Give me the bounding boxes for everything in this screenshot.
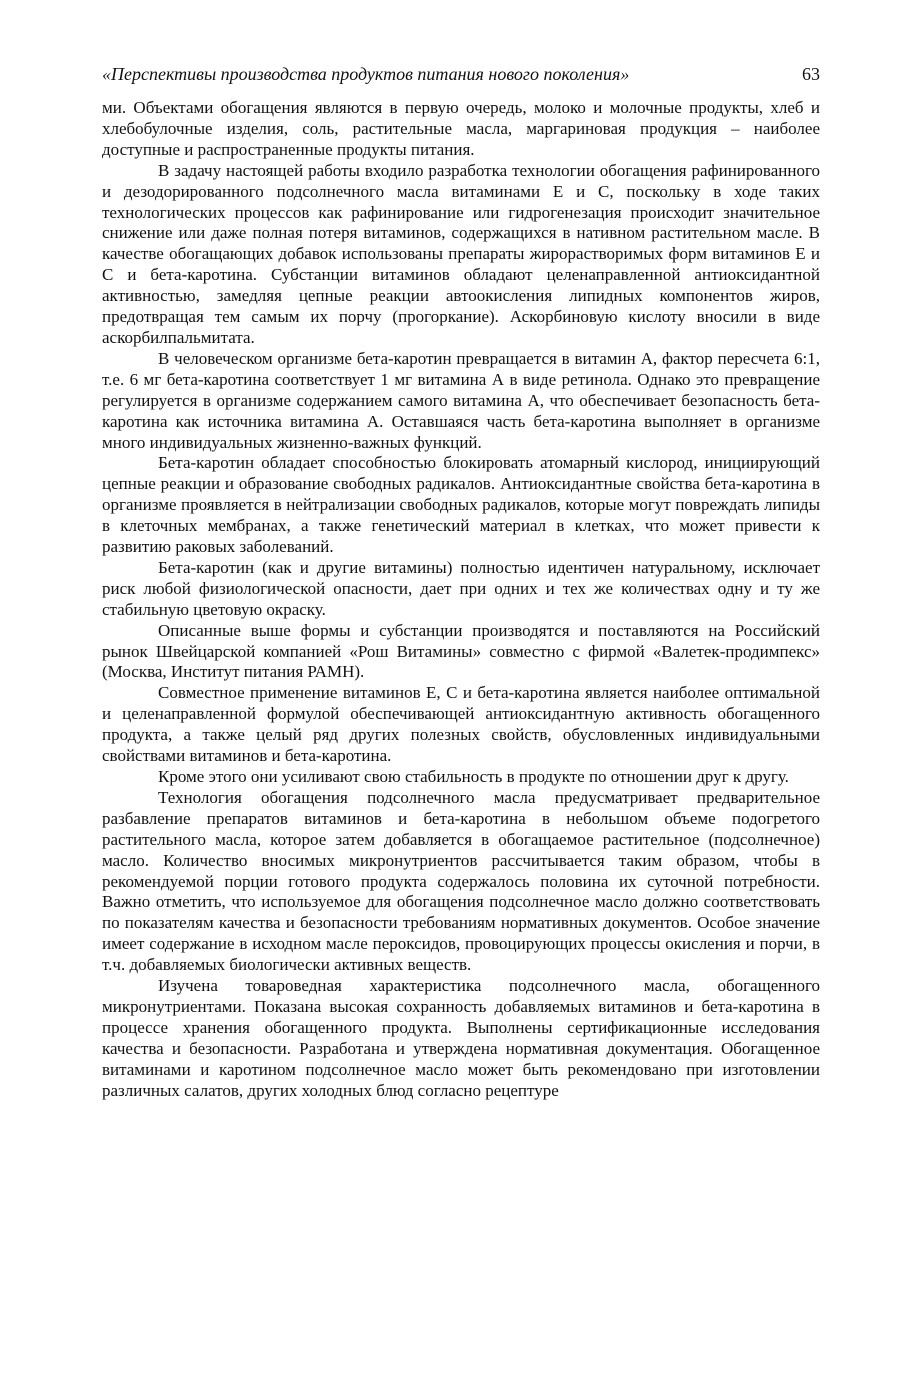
paragraph-beta-carotene-conversion: В человеческом организме бета-каротин превращается в витамин А, фактор пересчета 6:1, т.е. 6 мг бета-каротина соответствует 1 мг витамина А в виде ретинола. Однако это превращение регулируется в организме содержанием самого витамина А, что обеспечивает безопасность бета-каротина как источника витамина А. Оставшаяся часть бета-каротина выполняет в организме много индивидуальных жизненно-важных функций. [102,348,820,452]
paragraph-combined-use: Совместное применение витаминов Е, С и бета-каротина является наиболее оптимальной и целенаправленной формулой обеспечивающей антиоксидантную активность обогащенного продукта, а также целый ряд других полезных свойств, обусловленных индивидуальными свойствами витаминов и бета-каротина. [102,683,820,766]
paragraph-suppliers: Описанные выше формы и субстанции производятся и поставляются на Российский рынок Швейцарской компанией «Рош Витамины» совместно с фирмой «Валетек-продимпекс» (Москва, Институт питания РАМН). [102,620,820,682]
paragraph-stability: Кроме этого они усиливают свою стабильность в продукте по отношении друг к другу. [158,767,789,786]
book-page [102,64,820,1102]
paragraph-identical-natural: Бета-каротин (как и другие витамины) полностью идентичен натуральному, исключает риск любой физиологической опасности, дает при одних и тех же количествах одну и ту же стабильную цветовую окраску. [102,557,820,619]
page-header [102,64,820,98]
page-number: 63 [802,64,820,84]
paragraph-task: В задачу настоящей работы входило разработка технологии обогащения рафинированного и дезодорированного подсолнечного масла витаминами Е и С, поскольку в ходе таких технологических процессов как рафинирование или гидрогенезация происходит значительное снижение или даже полная потеря витаминов, содержащихся в нативном растительном масле. В качестве обогащающих добавок использованы препараты жирорастворимых форм витаминов Е и С и бета-каротина. Субстанции витаминов обладают целенаправленной антиоксидантной активностью, замедляя цепные реакции автоокисления липидных компонентов жиров, предотвращая тем самым их порчу (прогоркание). Аскорбиновую кислоту вносили в виде аскорбилпальмитата. [102,160,820,347]
paragraph-technology: Технология обогащения подсолнечного масла предусматривает предварительное разбавление препаратов витаминов и бета-каротина в небольшом объеме подогретого растительного масла, которое затем добавляется в обогащаемое растительное (подсолнечное) масло. Количество вносимых микронутриентов рассчитывается таким образом, чтобы в рекомендуемой порции готового продукта содержалось половина их суточной потребности. Важно отметить, что используемое для обогащения подсолнечное масло должно соответствовать по показателям качества и безопасности требованиям нормативных документов. Особое значение имеет содержание в исходном масле пероксидов, провоцирующих процессы окисления и порчи, в т.ч. добавляемых биологически активных веществ. [102,787,820,975]
paragraph-antioxidant-properties: Бета-каротин обладает способностью блокировать атомарный кислород, инициирующий цепные реакции и образование свободных радикалов. Антиоксидантные свойства бета-каротина в организме проявляется в нейтрализации свободных радикалов, которые могут повреждать липиды в клеточных мембранах, а также генетический материал в клетках, что может привести к развитию раковых заболеваний. [102,453,820,557]
paragraph-conclusion: Изучена товароведная характеристика подсолнечного масла, обогащенного микронутриентами. Показана высокая сохранность добавляемых витаминов и бета-каротина в процессе хранения обогащенного продукта. Выполнены сертификационные исследования качества и безопасности. Разработана и утверждена нормативная документация. Обогащенное витаминами и каротином подсолнечное масло может быть рекомендовано при изготовлении различных салатов, других холодных блюд согласно рецептуре [102,976,820,1100]
running-title: «Перспективы производства продуктов питания нового поколения» [102,64,630,84]
body-text [102,98,820,1102]
paragraph-continuation: ми. Объектами обогащения являются в первую очередь, молоко и молочные продукты, хлеб и хлебобулочные изделия, соль, растительные масла, маргариновая продукция – наиболее доступные и распространенные продукты питания. [102,98,820,159]
